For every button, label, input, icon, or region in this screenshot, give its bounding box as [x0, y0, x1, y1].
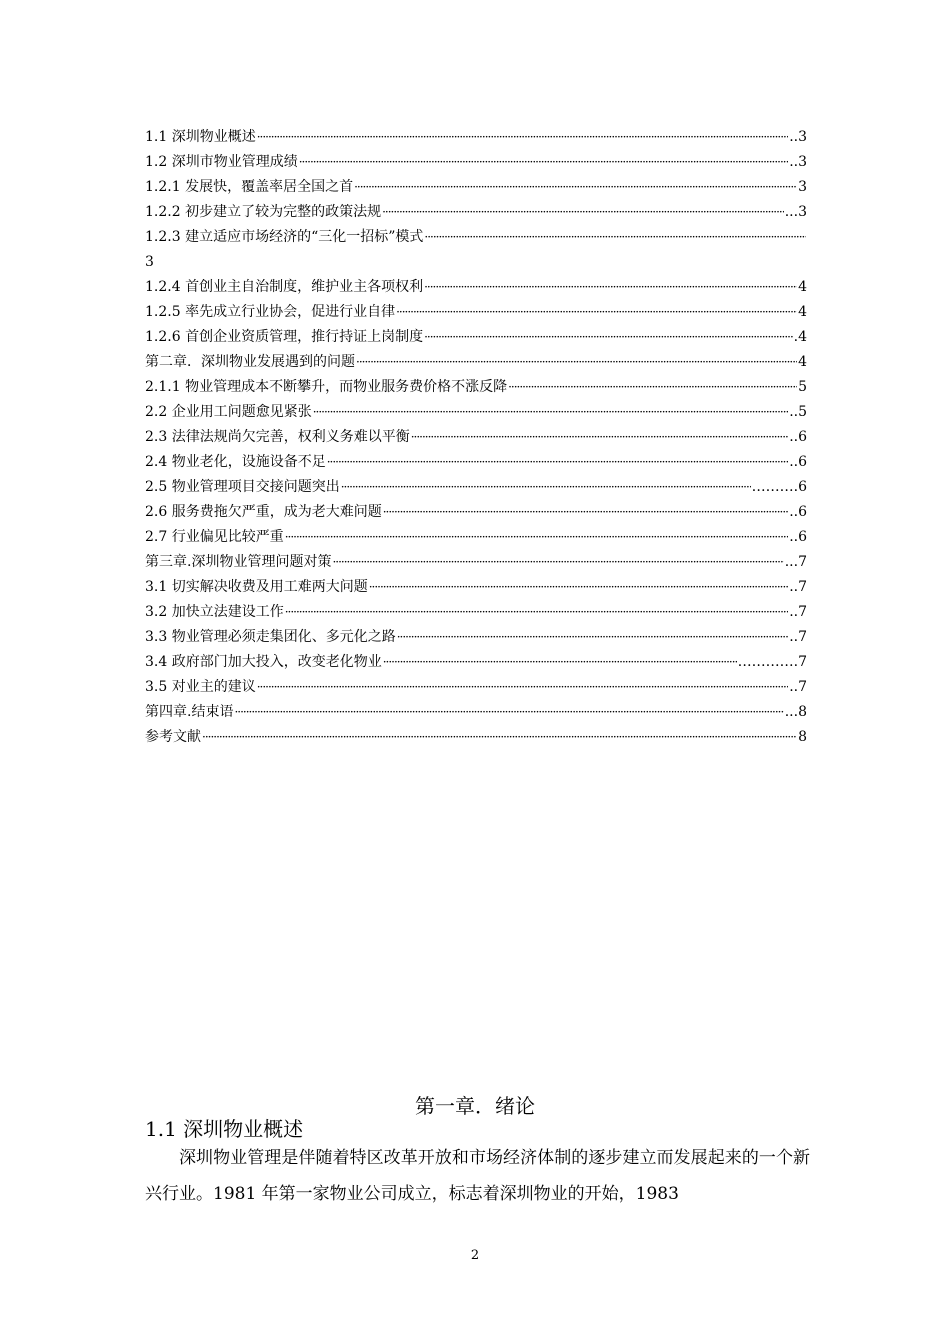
toc-entry — [145, 475, 807, 500]
toc-dot-leader — [356, 350, 797, 375]
toc-entry-title: 第三章.深圳物业管理问题对策 — [145, 554, 332, 570]
toc-entry — [145, 650, 807, 675]
toc-dot-leader — [382, 200, 784, 225]
toc-dot-leader — [257, 675, 788, 700]
toc-entry — [145, 425, 807, 450]
toc-entry-page: 4 — [798, 279, 807, 295]
body-paragraph: 深圳物业管理是伴随着特区改革开放和市场经济体制的逐步建立而发展起来的一个新兴行业。1981 年第一家物业公司成立，标志着深圳物业的开始，1983 — [145, 1148, 810, 1204]
toc-entry-page: .4 — [793, 329, 807, 345]
toc-entry-title: 1.2.6 首创企业资质管理，推行持证上岗制度 — [145, 329, 424, 345]
toc-entry-page: ..5 — [789, 404, 807, 420]
toc-entry-title: 3.3 物业管理必须走集团化、多元化之路 — [145, 629, 396, 645]
toc-dot-leader — [257, 125, 788, 150]
toc-entry-title: 2.6 服务费拖欠严重，成为老大难问题 — [145, 504, 382, 520]
toc-dot-leader — [411, 425, 788, 450]
toc-entry-title: 第二章．深圳物业发展遇到的问题 — [145, 354, 355, 370]
toc-dot-leader — [234, 700, 783, 725]
toc-dot-leader — [424, 225, 806, 250]
toc-entry — [145, 200, 807, 225]
toc-entry-title: 2.3 法律法规尚欠完善，权利义务难以平衡 — [145, 429, 410, 445]
toc-dot-leader — [332, 550, 783, 575]
toc-dot-leader — [424, 325, 793, 350]
toc-dot-leader — [369, 575, 788, 600]
toc-dot-leader — [508, 375, 797, 400]
toc-entry-page: ...7 — [784, 554, 807, 570]
toc-entry-title: 2.5 物业管理项目交接问题突出 — [145, 479, 340, 495]
toc-entry-title: 2.4 物业老化，设施设备不足 — [145, 454, 326, 470]
chapter-title: 第一章．绪论 — [415, 1094, 535, 1118]
toc-entry-page: ..3 — [789, 154, 807, 170]
toc-entry-page: 3 — [145, 254, 154, 270]
toc-entry-page: ..6 — [789, 504, 807, 520]
toc-dot-leader — [299, 150, 788, 175]
toc-entry-title: 3.5 对业主的建议 — [145, 679, 256, 695]
toc-dot-leader — [383, 500, 788, 525]
toc-entry — [145, 175, 807, 200]
toc-entry — [145, 325, 807, 350]
toc-dot-leader — [202, 725, 797, 750]
toc-entry-title: 3.1 切实解决收费及用工难两大问题 — [145, 579, 368, 595]
toc-entry-title: 3.4 政府部门加大投入，改变老化物业 — [145, 654, 382, 670]
toc-entry — [145, 375, 807, 400]
toc-entry — [145, 500, 807, 525]
toc-dot-leader — [397, 625, 788, 650]
toc-entry-title: 1.2.3 建立适应市场经济的“三化一招标”模式 — [145, 229, 424, 245]
toc-entry-page: ..6 — [789, 529, 807, 545]
toc-entry-page: 4 — [798, 354, 807, 370]
toc-entry-title: 1.2.2 初步建立了较为完整的政策法规 — [145, 204, 382, 220]
toc-entry — [145, 275, 807, 300]
toc-entry-title: 参考文献 — [145, 729, 201, 745]
toc-entry — [145, 625, 807, 650]
toc-entry-page: ..6 — [789, 429, 807, 445]
toc-entry-page: ..7 — [789, 629, 807, 645]
toc-entry — [145, 350, 807, 375]
toc-dot-leader — [313, 400, 788, 425]
page-number: 2 — [470, 1248, 480, 1263]
toc-entry-title: 2.2 企业用工问题愈见紧张 — [145, 404, 312, 420]
toc-entry-page: ..7 — [789, 579, 807, 595]
toc-entry-page: 8 — [798, 729, 807, 745]
toc-entry-title: 1.2 深圳市物业管理成绩 — [145, 154, 298, 170]
toc-entry-page: ..3 — [789, 129, 807, 145]
toc-entry — [145, 150, 807, 175]
toc-dot-leader — [285, 600, 788, 625]
toc-entry — [145, 600, 807, 625]
toc-entry-page: ..7 — [789, 604, 807, 620]
toc-entry — [145, 700, 807, 725]
section-title: 1.1 深圳物业概述 — [145, 1117, 304, 1141]
toc-entry — [145, 575, 807, 600]
toc-dot-leader — [354, 175, 797, 200]
toc-entry — [145, 675, 807, 700]
toc-entry-page: ……….6 — [751, 479, 807, 495]
toc-dot-leader — [341, 475, 751, 500]
toc-entry-page: 3 — [798, 179, 807, 195]
toc-entry-title: 1.2.5 率先成立行业协会，促进行业自律 — [145, 304, 396, 320]
toc-entry — [145, 225, 807, 275]
toc-entry-title: 第四章.结束语 — [145, 704, 234, 720]
toc-entry — [145, 450, 807, 475]
toc-entry-page: ...3 — [784, 204, 807, 220]
toc-entry-title: 3.2 加快立法建设工作 — [145, 604, 284, 620]
toc-dot-leader — [424, 275, 797, 300]
toc-dot-leader — [396, 300, 797, 325]
toc-entry — [145, 550, 807, 575]
toc-entry-title: 2.1.1 物业管理成本不断攀升，而物业服务费价格不涨反降 — [145, 379, 508, 395]
toc-entry — [145, 300, 807, 325]
toc-dot-leader — [327, 450, 788, 475]
toc-entry-title: 1.1 深圳物业概述 — [145, 129, 256, 145]
toc-entry-page: ..6 — [789, 454, 807, 470]
toc-entry-title: 2.7 行业偏见比较严重 — [145, 529, 284, 545]
toc-entry-page: ………….7 — [737, 654, 807, 670]
toc-entry — [145, 725, 807, 750]
toc-entry-page: 5 — [798, 379, 807, 395]
toc-entry-page: ..7 — [789, 679, 807, 695]
toc-entry — [145, 525, 807, 550]
toc-entry — [145, 125, 807, 150]
toc-entry-title: 1.2.4 首创业主自治制度，维护业主各项权利 — [145, 279, 424, 295]
toc-dot-leader — [383, 650, 737, 675]
toc-entry-title: 1.2.1 发展快，覆盖率居全国之首 — [145, 179, 354, 195]
toc-entry — [145, 400, 807, 425]
toc-entry-page: 4 — [798, 304, 807, 320]
table-of-contents — [145, 125, 807, 750]
toc-entry-page: ...8 — [784, 704, 807, 720]
toc-dot-leader — [285, 525, 788, 550]
